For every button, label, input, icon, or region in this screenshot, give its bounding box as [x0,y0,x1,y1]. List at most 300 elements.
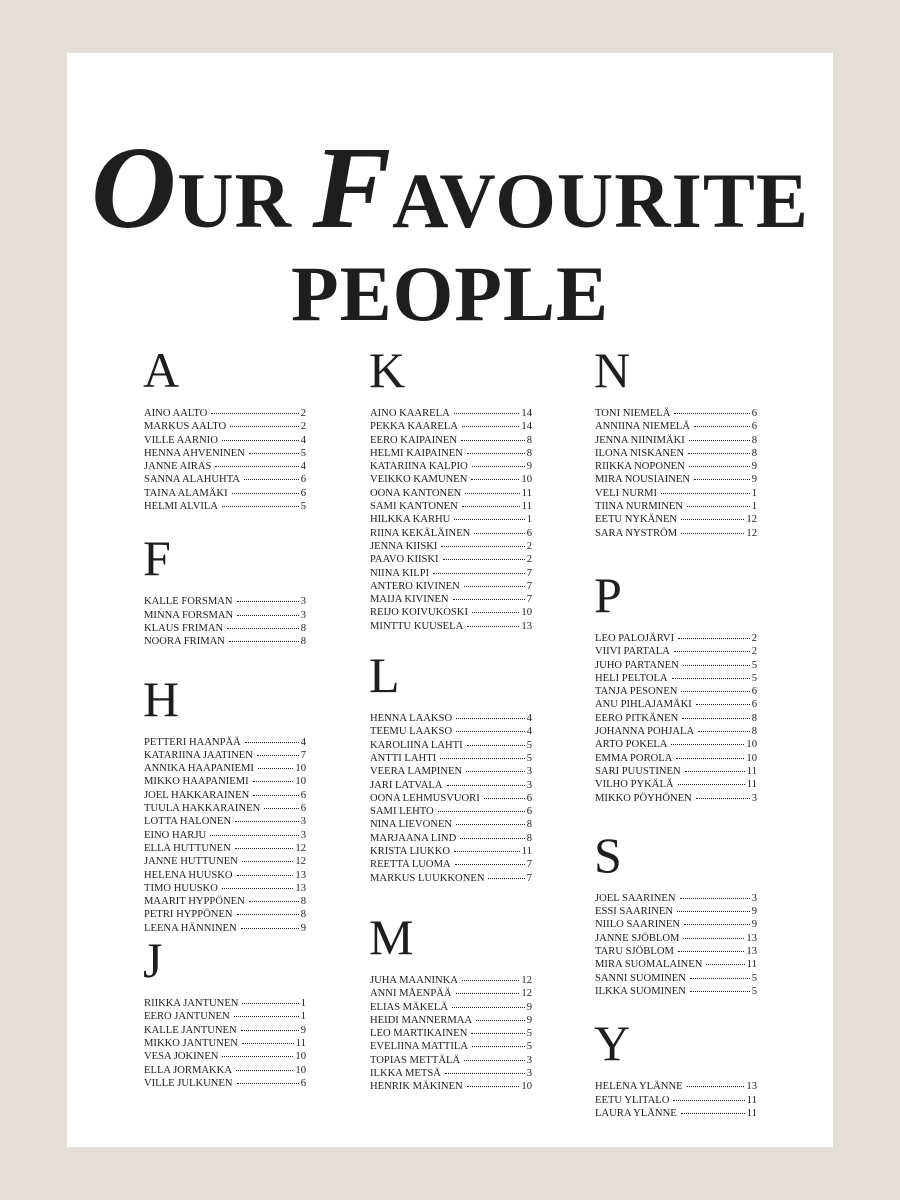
guest-name: EERO PITKÄNEN [595,712,679,724]
guest-entry [370,792,532,805]
guest-name: TIMO HUUSKO [144,882,218,894]
guest-entry [144,895,306,908]
guest-name: LEO MARTIKAINEN [370,1028,468,1040]
section-letter: P [594,566,622,623]
guest-name: VESA JOKINEN [144,1051,219,1063]
guest-name: LAURA YLÄNNE [595,1107,677,1119]
guest-entry [370,1027,532,1040]
guest-name: EMMA POROLA [595,752,673,764]
dot-leader [467,626,519,627]
dot-leader [453,599,525,600]
guest-name: SAMI KANTONEN [370,501,458,513]
guest-entry [595,932,757,945]
guest-entry [144,815,306,828]
guest-name: KALLE FORSMAN [144,596,233,608]
guest-name: ILONA NISKANEN [595,447,685,459]
dot-leader [222,506,299,507]
guest-entry [595,892,757,905]
guest-name: MIKKO PÖYHÖNEN [595,792,692,804]
dot-leader [222,1056,293,1057]
table-number: 8 [300,909,306,921]
guest-entry [595,918,757,931]
guest-entry [144,473,306,486]
table-number: 13 [295,869,306,881]
dot-leader [454,413,520,414]
table-number: 2 [526,540,532,552]
table-number: 10 [521,474,532,486]
guest-name: PETRI HYPPÖNEN [144,909,233,921]
dot-leader [455,864,525,865]
table-number: 3 [526,766,532,778]
table-number: 4 [526,726,532,738]
guest-name: HELENA YLÄNNE [595,1081,683,1093]
dot-leader [237,615,299,616]
section-n [594,342,757,540]
table-number: 11 [746,765,757,777]
guest-list [595,632,757,805]
guest-name: ESSI SAARINEN [595,906,673,918]
guest-name: VILLE AARNIO [144,434,218,446]
table-number: 4 [300,736,306,748]
table-number: 9 [300,1024,306,1036]
dot-leader [689,466,750,467]
dot-leader [452,1007,525,1008]
guest-name: SARA NYSTRÖM [595,527,678,539]
section-y [594,1015,757,1120]
title-initial-o: O [91,122,178,254]
table-number: 6 [526,806,532,818]
guest-name: VEERA LAMPINEN [370,766,463,778]
dot-leader [676,758,744,759]
guest-entry [595,752,757,765]
title-line-1 [67,122,833,254]
guest-entry [144,842,306,855]
guest-entry [144,1064,306,1077]
guest-entry [370,1014,532,1027]
dot-leader [445,1073,525,1074]
table-number: 9 [300,922,306,934]
table-number: 7 [300,749,306,761]
guest-name: ELLA HUTTUNEN [144,842,231,854]
guest-entry [144,736,306,749]
dot-leader [687,1086,745,1087]
guest-entry [370,832,532,845]
guest-name: VILHO PYKÄLÄ [595,779,674,791]
table-number: 5 [300,447,306,459]
table-number: 5 [526,739,532,751]
guest-entry [595,434,757,447]
dot-leader [227,628,299,629]
dot-leader [678,784,745,785]
guest-entry [370,1054,532,1067]
guest-entry [144,1010,306,1023]
guest-entry [370,845,532,858]
table-number: 2 [300,408,306,419]
table-number: 10 [746,752,757,764]
guest-entry [370,974,532,987]
guest-entry [144,1037,306,1050]
dot-leader [674,413,749,414]
table-number: 3 [751,792,757,804]
dot-leader [461,440,525,441]
table-number: 3 [526,1054,532,1066]
guest-name: ANNI MÅENPÄÄ [370,988,452,1000]
table-number: 2 [526,554,532,566]
guest-entry [370,765,532,778]
table-number: 2 [751,646,757,658]
table-number: 3 [300,609,306,621]
guest-name: MIKKO JANTUNEN [144,1037,238,1049]
guest-name: ELLA JORMAKKA [144,1064,232,1076]
dot-leader [687,506,750,507]
table-number: 14 [521,408,532,419]
guest-name: ANTTI LAHTI [370,752,437,764]
table-number: 10 [295,1064,306,1076]
guest-name: JUHO PARTANEN [595,659,679,671]
guest-name: ARTO POKELA [595,739,668,751]
table-number: 11 [746,1107,757,1119]
table-number: 11 [746,779,757,791]
table-number: 1 [526,514,532,526]
guest-entry [144,487,306,500]
guest-column-2 [369,342,532,1094]
guest-name: SANNA ALAHUHTA [144,474,240,486]
guest-name: EETU YLITALO [595,1094,670,1106]
guest-entry [144,869,306,882]
table-number: 13 [295,882,306,894]
guest-name: KLAUS FRIMAN [144,622,224,634]
dot-leader [696,798,750,799]
guest-entry [370,447,532,460]
dot-leader [472,612,519,613]
title-initial-f: F [312,122,393,254]
dot-leader [689,440,750,441]
table-number: 4 [526,713,532,725]
section-letter: Y [594,1015,631,1072]
dot-leader [685,771,745,772]
section-letter: H [143,670,180,727]
dot-leader [211,413,298,414]
guest-entry [144,802,306,815]
dot-leader [235,821,299,822]
table-number: 9 [751,474,757,486]
dot-leader [466,771,525,772]
table-number: 13 [521,620,532,632]
section-h [143,670,306,935]
section-p [594,566,757,805]
dot-leader [237,914,299,915]
guest-entry [144,789,306,802]
dot-leader [447,785,525,786]
guest-entry [595,1107,757,1120]
guest-name: TOPIAS METTÄLÄ [370,1054,461,1066]
table-number: 11 [746,1094,757,1106]
dot-leader [484,798,525,799]
guest-entry [144,460,306,473]
dot-leader [465,493,519,494]
table-number: 3 [300,829,306,841]
dot-leader [681,691,749,692]
table-number: 13 [746,1081,757,1093]
table-number: 11 [521,846,532,858]
dot-leader [706,964,744,965]
guest-name: AINO AALTO [144,408,208,419]
guest-entry [370,567,532,580]
guest-entry [370,712,532,725]
table-number: 5 [751,972,757,984]
guest-entry [144,855,306,868]
guest-entry [370,620,532,633]
guest-entry [144,775,306,788]
guest-name: ANNIKA HAAPANIEMI [144,763,254,775]
dot-leader [456,824,525,825]
guest-entry [144,922,306,935]
table-number: 3 [300,596,306,608]
guest-entry [595,1080,757,1093]
section-letter: J [143,932,163,989]
section-letter: K [369,342,406,398]
dot-leader [232,493,299,494]
table-number: 10 [746,739,757,751]
dot-leader [680,898,750,899]
guest-entry [370,725,532,738]
dot-leader [235,848,294,849]
guest-name: HELENA HUUSKO [144,869,233,881]
guest-name: EVELIINA MATTILA [370,1041,468,1053]
dot-leader [222,440,299,441]
dot-leader [471,1033,524,1034]
table-number: 7 [526,859,532,871]
dot-leader [241,1030,299,1031]
dot-leader [677,911,750,912]
guest-list [370,712,532,885]
guest-name: KRISTA LIUKKO [370,846,451,858]
guest-entry [370,805,532,818]
table-number: 12 [746,514,757,526]
dot-leader [253,795,298,796]
guest-name: EINO HARJU [144,829,207,841]
guest-entry [370,1001,532,1014]
guest-entry [370,987,532,1000]
table-number: 6 [526,792,532,804]
table-number: 8 [751,712,757,724]
guest-name: PETTERI HAANPÄÄ [144,736,241,748]
guest-name: ILKKA SUOMINEN [595,985,686,997]
guest-column-3 [594,342,757,1120]
guest-entry [144,908,306,921]
guest-name: JANNE SJÖBLOM [595,932,680,944]
guest-entry [144,997,306,1010]
guest-entry [595,905,757,918]
guest-name: JENNA NIINIMÄKI [595,434,685,446]
dot-leader [257,755,299,756]
table-number: 6 [300,803,306,815]
guest-name: HENNA LAAKSO [370,713,453,725]
table-number: 1 [751,487,757,499]
dot-leader [237,1083,299,1084]
guest-name: LEO PALOJÄRVI [595,632,675,644]
table-number: 6 [751,686,757,698]
table-number: 13 [746,946,757,958]
table-number: 11 [746,959,757,971]
table-number: 5 [526,1028,532,1040]
guest-name: TIINA NURMINEN [595,501,683,513]
guest-name: HEIDI MANNERMAA [370,1014,473,1026]
guest-entry [144,500,306,513]
guest-entry [595,460,757,473]
guest-list [595,892,757,998]
guest-name: ANTERO KIVINEN [370,580,460,592]
table-number: 13 [746,932,757,944]
table-number: 8 [300,622,306,634]
guest-name: VELI NURMI [595,487,658,499]
table-number: 9 [526,461,532,473]
poster-title [67,122,833,338]
guest-entry [370,473,532,486]
dot-leader [472,1046,525,1047]
guest-entry [595,645,757,658]
guest-entry [595,958,757,971]
guest-entry [144,1050,306,1063]
table-number: 8 [526,447,532,459]
guest-name: SARI PUUSTINEN [595,765,681,777]
guest-name: LEENA HÄNNINEN [144,922,237,934]
guest-entry [370,513,532,526]
section-s [594,826,757,998]
dot-leader [674,651,750,652]
guest-name: VIIVI PARTALA [595,646,670,658]
guest-entry [144,762,306,775]
guest-entry [370,752,532,765]
guest-name: HENNA AHVENINEN [144,447,245,459]
guest-name: JENNA KIISKI [370,540,438,552]
guest-entry [595,685,757,698]
table-number: 9 [751,919,757,931]
guest-entry [144,622,306,635]
section-k [369,342,532,633]
table-number: 12 [521,988,532,1000]
table-number: 9 [751,906,757,918]
dot-leader [234,1016,299,1017]
table-number: 3 [751,892,757,904]
dot-leader [229,641,299,642]
table-number: 2 [300,421,306,433]
guest-list [144,595,306,648]
dot-leader [690,978,750,979]
seating-chart-poster [67,53,833,1147]
guest-entry [595,725,757,738]
dot-leader [462,980,519,981]
guest-name: EERO KAIPAINEN [370,434,458,446]
guest-entry [144,635,306,648]
table-number: 5 [751,659,757,671]
dot-leader [249,453,299,454]
guest-entry [595,500,757,513]
guest-name: SANNI SUOMINEN [595,972,686,984]
guest-entry [595,945,757,958]
dot-leader [438,811,525,812]
guest-name: EETU NYKÄNEN [595,514,678,526]
dot-leader [462,506,520,507]
table-number: 11 [521,501,532,513]
title-line-2: PEOPLE [290,250,610,338]
dot-leader [673,1100,744,1101]
guest-name: TEEMU LAAKSO [370,726,453,738]
guest-entry [370,1040,532,1053]
guest-entry [370,553,532,566]
guest-name: MAIJA KIVINEN [370,594,449,606]
dot-leader [661,493,750,494]
guest-entry [144,595,306,608]
dot-leader [258,768,293,769]
section-letter: L [369,647,400,704]
guest-name: PEKKA KAARELA [370,421,458,433]
guest-entry [370,500,532,513]
guest-name: KALLE JANTUNEN [144,1024,237,1036]
table-number: 9 [751,461,757,473]
dot-leader [682,718,749,719]
guest-name: KATARIINA KALPIO [370,461,468,473]
table-number: 12 [521,974,532,986]
table-number: 8 [526,832,532,844]
section-letter: A [143,342,180,398]
guest-list [595,1080,757,1120]
dot-leader [462,426,519,427]
guest-name: OONA KANTONEN [370,487,462,499]
guest-name: HELI PELTOLA [595,672,668,684]
dot-leader [464,586,525,587]
table-number: 5 [526,752,532,764]
dot-leader [681,519,744,520]
table-number: 7 [526,567,532,579]
dot-leader [690,991,750,992]
dot-leader [215,466,298,467]
dot-leader [474,533,524,534]
dot-leader [471,479,519,480]
dot-leader [672,678,750,679]
guest-name: VILLE JULKUNEN [144,1077,233,1089]
dot-leader [460,838,524,839]
guest-entry [370,460,532,473]
guest-name: RIIKKA JANTUNEN [144,998,239,1010]
guest-name: MINTTU KUUSELA [370,620,464,632]
guest-name: LOTTA HALONEN [144,816,232,828]
guest-entry [595,765,757,778]
dot-leader [230,426,299,427]
guest-name: JANNE HUTTUNEN [144,856,238,868]
table-number: 10 [295,763,306,775]
guest-name: MIRA NOUSIAINEN [595,474,691,486]
guest-entry [370,872,532,885]
guest-entry [370,487,532,500]
dot-leader [681,1113,745,1114]
guest-entry [370,527,532,540]
table-number: 8 [300,896,306,908]
guest-entry [595,513,757,526]
guest-entry [370,540,532,553]
table-number: 7 [526,594,532,606]
table-number: 7 [526,580,532,592]
guest-entry [595,698,757,711]
dot-leader [694,426,750,427]
section-j [143,932,306,1090]
guest-entry [144,1024,306,1037]
guest-entry [595,527,757,540]
guest-name: EERO JANTUNEN [144,1011,230,1023]
guest-entry [144,447,306,460]
guest-name: JANNE AIRAS [144,461,212,473]
guest-entry [595,1094,757,1107]
